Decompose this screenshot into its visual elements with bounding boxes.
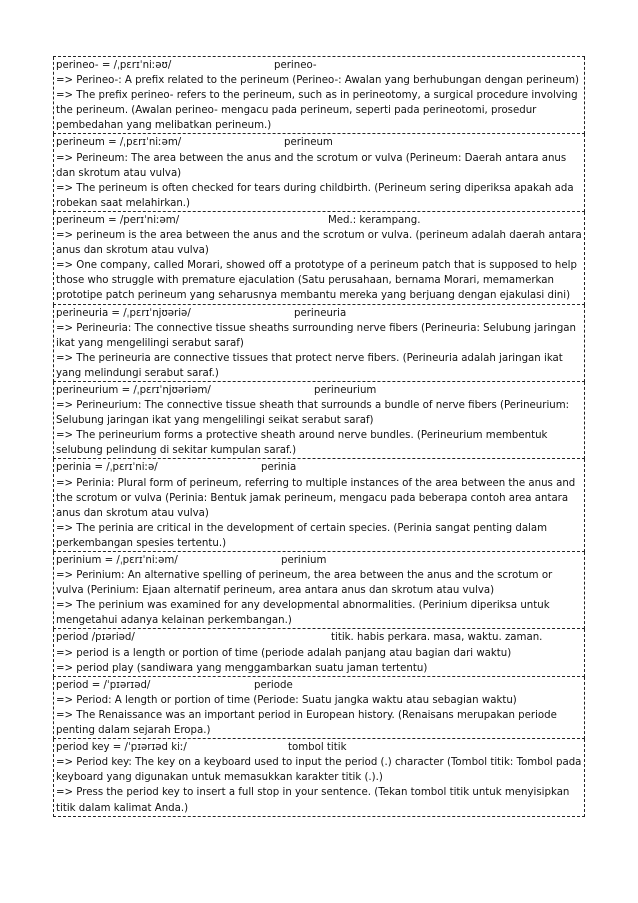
entry-term: period /pɪəriəd/ — [56, 632, 135, 644]
entry-example-line: => Perinium: An alternative spelling of perineum, the area between the anus and the scrotum or vulva (Perinium: Ejaan alternatif perineum, area antara anus dan skrotum atau vulva) — [56, 570, 553, 597]
dictionary-entry — [53, 629, 585, 676]
entry-heading — [56, 553, 582, 568]
dictionary-document — [53, 56, 585, 817]
dictionary-entry — [53, 459, 585, 552]
entry-term: period = /ˈpɪərɪəd/ — [56, 679, 151, 691]
entry-example-line: => Press the period key to insert a full stop in your sentence. (Tekan tombol titik untuk menyisipkan titik dalam kalimat Anda.) — [56, 787, 570, 814]
dictionary-entry — [53, 57, 585, 134]
entry-example-line: => perineum is the area between the anus and the scrotum or vulva. (perineum adalah daerah antara anus dan skrotum atau vulva) — [56, 230, 582, 257]
entry-term: period key = /ˈpɪərɪəd kiː/ — [56, 742, 187, 754]
entry-translation: titik. habis perkara. masa, waktu. zaman. — [331, 632, 543, 644]
entry-term: perinium = /ˌpɛrɪˈniːəm/ — [56, 555, 178, 566]
entry-example-line: => The perineurium forms a protective sheath around nerve bundles. (Perineurium membentuk selubung pelindung di sekitar kumpulan saraf.) — [56, 430, 548, 457]
entry-example-line: => period play (sandiwara yang menggambarkan suatu jaman tertentu) — [56, 662, 428, 674]
dictionary-entry — [53, 382, 585, 459]
entry-example-line: => period is a length or portion of time (periode adalah panjang atau bagian dari waktu) — [56, 647, 512, 659]
entry-heading — [56, 740, 582, 755]
entry-term: perineurium = /ˌpɛrɪˈnjʊəriəm/ — [56, 384, 211, 396]
entry-translation: perineuria — [294, 307, 347, 319]
entry-heading — [56, 58, 582, 73]
entry-translation: Med.: kerampang. — [328, 214, 421, 226]
dictionary-entry — [53, 134, 585, 211]
entry-example-line: => The perinium was examined for any developmental abnormalities. (Perinium diperiksa untuk mengetahui adanya kelainan perkembangan.) — [56, 600, 550, 627]
entry-example-line: => Perineum: The area between the anus and the scrotum or vulva (Perineum: Daerah antara anus dan skrotum atau vulva) — [56, 152, 567, 179]
entry-example-line: => Perineo-: A prefix related to the perineum (Perineo-: Awalan yang berhubungan dengan perineum) — [56, 75, 579, 87]
entry-term: perineum = /perɪˈniːəm/ — [56, 214, 180, 226]
entry-example-line: => Perineurium: The connective tissue sheath that surrounds a bundle of nerve fibers (Perineurium: Selubung jaringan ikat yang mengelilingi seikat serabut saraf) — [56, 400, 570, 427]
dictionary-entry — [53, 677, 585, 739]
entry-example-line: => Period: A length or portion of time (Periode: Suatu jangka waktu atau sebagian waktu) — [56, 694, 517, 706]
dictionary-entry — [53, 739, 585, 816]
entry-term: perineuria = /ˌpɛrɪˈnjʊəriə/ — [56, 307, 191, 319]
entry-term: perineo- = /ˌpɛrɪˈniːəʊ/ — [56, 60, 172, 71]
entry-term: perinia = /ˌpɛrɪˈniːə/ — [56, 462, 158, 474]
entry-translation: periode — [254, 679, 293, 691]
entry-heading — [56, 383, 582, 398]
entry-example-line: => The prefix perineo- refers to the perineum, such as in perineotomy, a surgical procedure involving the perineum. (Awalan perineo- mengacu pada perineum, seperti pada perineotomi, prosedur pembedahan yang melibatkan perineum.) — [56, 90, 578, 132]
entry-example-line: => Perinia: Plural form of perineum, referring to multiple instances of the area between the anus and the scrotum or vulva (Perinia: Bentuk jamak perineum, mengacu pada beberapa contoh area antara anus dan skrotum atau vulva) — [56, 477, 576, 519]
entry-heading — [56, 213, 582, 228]
entry-example-line: => Period key: The key on a keyboard used to input the period (.) character (Tombol titik: Tombol pada keyboard yang digunakan untuk memasukkan karakter titik (.).) — [56, 757, 582, 784]
entry-example-line: => The perinia are critical in the development of certain species. (Perinia sangat penting dalam perkembangan spesies tertentu.) — [56, 522, 548, 549]
entry-heading — [56, 630, 582, 645]
entry-heading — [56, 135, 582, 150]
entry-translation: perinia — [261, 462, 297, 474]
entry-translation: perinium — [281, 555, 327, 566]
entry-example-line: => One company, called Morari, showed off a prototype of a perineum patch that is supposed to help those who struggle with premature ejaculation (Satu perusahaan, bernama Morari, memamerkan prototipe patch perineum yang seharusnya membantu mereka yang berjuang dengan ejakulasi dini) — [56, 260, 577, 302]
dictionary-entry — [53, 552, 585, 629]
entry-translation: perineo- — [274, 60, 317, 71]
entry-translation: tombol titik — [288, 742, 347, 754]
entry-term: perineum = /ˌpɛrɪˈniːəm/ — [56, 137, 182, 149]
dictionary-entry — [53, 212, 585, 305]
entry-example-line: => The perineuria are connective tissues that protect nerve fibers. (Perineuria adalah jaringan ikat yang melindungi serabut saraf.) — [56, 352, 563, 379]
entry-heading — [56, 306, 582, 321]
entry-heading — [56, 678, 582, 693]
entry-example-line: => The perineum is often checked for tears during childbirth. (Perineum sering diperiksa apakah ada robekan saat melahirkan.) — [56, 182, 574, 209]
entry-example-line: => Perineuria: The connective tissue sheaths surrounding nerve fibers (Perineuria: Selubung jaringan ikat yang mengelilingi serabut saraf) — [56, 322, 576, 349]
entry-heading — [56, 460, 582, 475]
entry-translation: perineurium — [314, 384, 377, 396]
entry-translation: perineum — [284, 137, 333, 149]
dictionary-entry — [53, 305, 585, 382]
entry-example-line: => The Renaissance was an important period in European history. (Renaisans merupakan periode penting dalam sejarah Eropa.) — [56, 709, 557, 737]
